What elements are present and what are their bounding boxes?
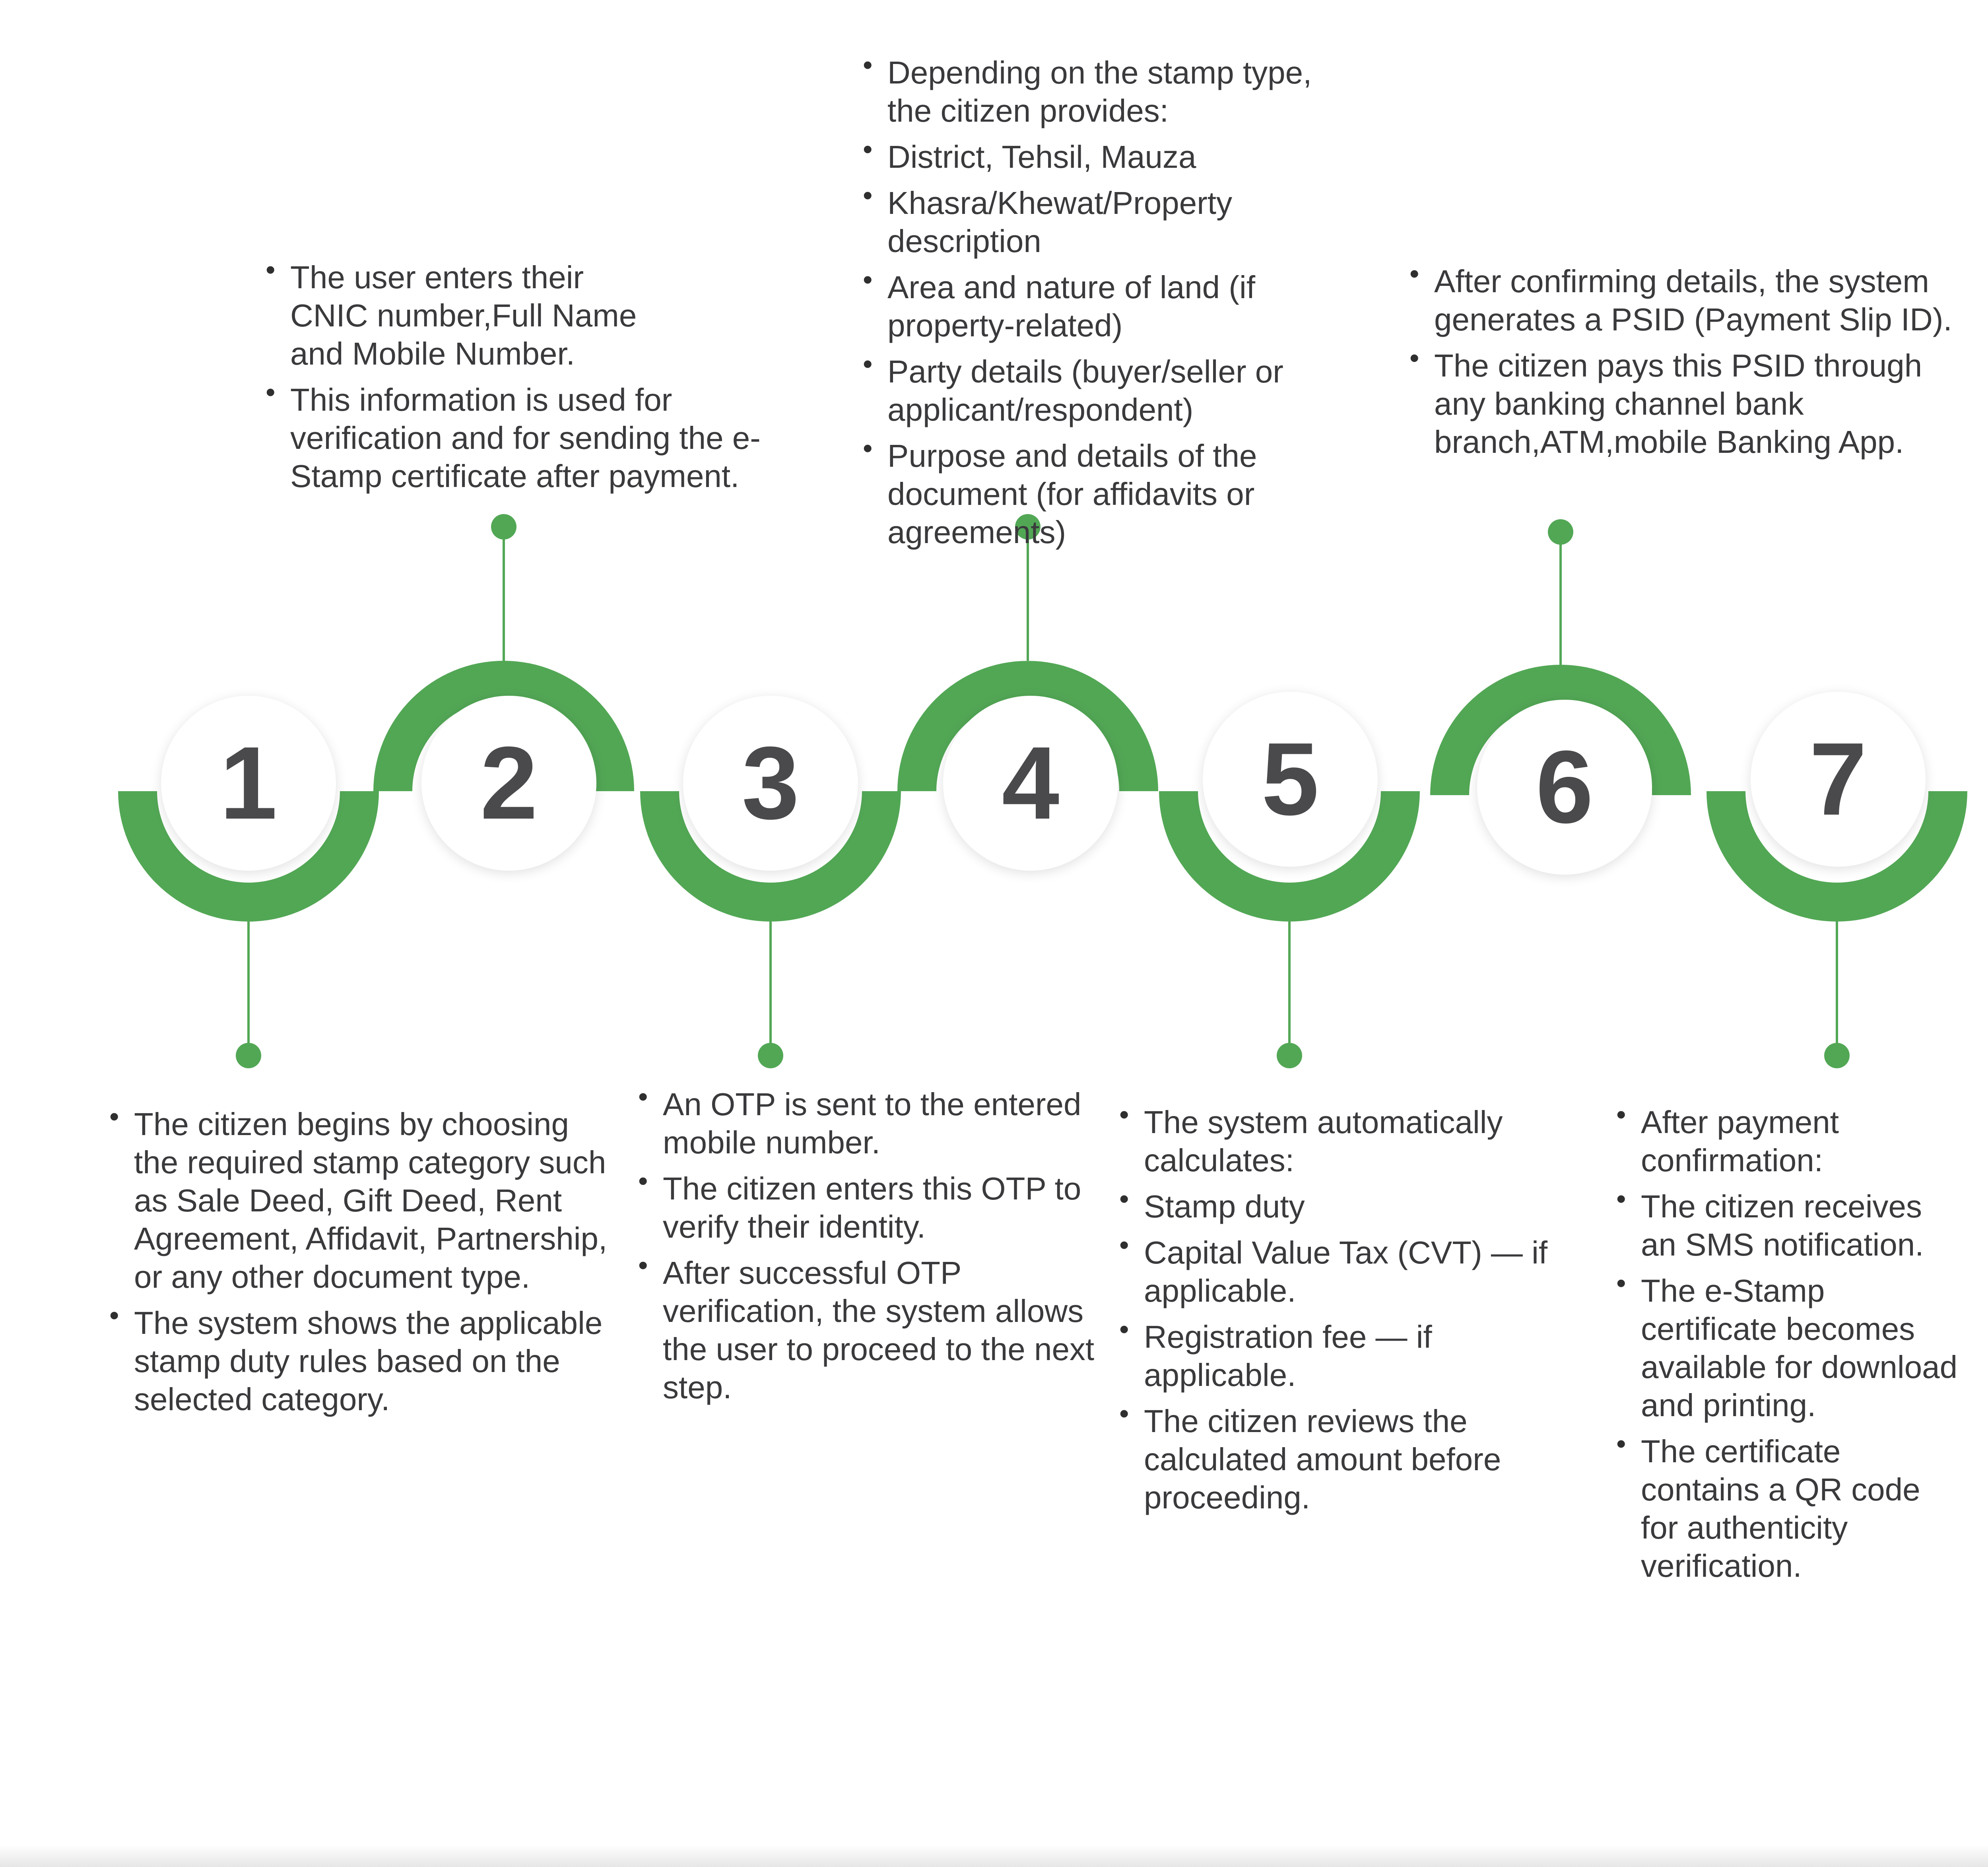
step-1-bullet: • The citizen begins by choosing the required stamp category such as Sale Deed, Gift Deed, Rent Agreement, Affidavit, Partnership, or any other document type. — [109, 1105, 618, 1296]
step-4-bullet: • Khasra/Khewat/Property description — [863, 184, 1356, 260]
step-7-dot — [1824, 1043, 1850, 1068]
step-6-bullet: • The citizen pays this PSID through any banking channel bank branch,ATM,mobile Banking App. — [1409, 347, 1974, 461]
step-7-bullet: • After payment confirmation: — [1616, 1103, 1966, 1180]
step-7-bullet: • The certificate contains a QR code for authenticity verification. — [1616, 1432, 1966, 1585]
step-1-circle — [161, 696, 336, 871]
step-1-text — [109, 1105, 618, 1426]
step-2-bullet: • This information is used for verification and for sending the e-Stamp certificate after payment. — [266, 381, 806, 495]
step-2-number: 2 — [480, 726, 538, 841]
step-6-dot — [1548, 519, 1573, 545]
step-7-bullet: • The e-Stamp certificate becomes available for download and printing. — [1616, 1272, 1966, 1425]
step-3-bullet: • After successful OTP verification, the system allows the user to proceed to the next step. — [638, 1254, 1099, 1407]
step-5-bullet: • Stamp duty — [1119, 1188, 1576, 1226]
step-3-bullet: • The citizen enters this OTP to verify their identity. — [638, 1170, 1099, 1246]
step-3-dot — [758, 1043, 783, 1068]
step-5-bullet: • The system automatically calculates: — [1119, 1103, 1576, 1180]
step-5-circle — [1203, 692, 1378, 867]
step-1-dot — [236, 1043, 261, 1068]
step-3-text — [638, 1085, 1099, 1415]
step-5-bullet: • Capital Value Tax (CVT) — if applicable. — [1119, 1234, 1576, 1310]
step-7-bullet: • The citizen receives an SMS notification. — [1616, 1188, 1966, 1264]
step-7-number: 7 — [1809, 722, 1867, 837]
step-4-circle — [943, 696, 1118, 871]
step-4-bullet: • District, Tehsil, Mauza — [863, 138, 1356, 176]
step-5-text — [1119, 1103, 1576, 1525]
step-3-bullet: • An OTP is sent to the entered mobile number. — [638, 1085, 1099, 1162]
step-6-bullet: • After confirming details, the system generates a PSID (Payment Slip ID). — [1409, 262, 1974, 339]
step-5-bullet: • The citizen reviews the calculated amount before proceeding. — [1119, 1402, 1576, 1517]
step-5-number: 5 — [1261, 722, 1319, 837]
step-6-text — [1409, 262, 1974, 469]
step-4-bullet: • Area and nature of land (if property-related) — [863, 268, 1356, 345]
step-2-dot — [491, 514, 516, 540]
step-6-circle — [1477, 700, 1652, 875]
step-1-bullet: • The system shows the applicable stamp duty rules based on the selected category. — [109, 1304, 618, 1419]
step-4-bullet: • Depending on the stamp type, the citizen provides: — [863, 54, 1356, 130]
step-3-number: 3 — [742, 726, 800, 841]
step-2-bullet: • The user enters their CNIC number,Full Name and Mobile Number. — [266, 258, 648, 373]
step-2-text — [266, 258, 806, 503]
step-5-dot — [1277, 1043, 1302, 1068]
step-7-text — [1616, 1103, 1966, 1593]
step-6-number: 6 — [1536, 730, 1594, 845]
step-4-number: 4 — [1002, 726, 1060, 841]
step-4-bullet: • Party details (buyer/seller or applicant/respondent) — [863, 353, 1356, 429]
step-4-bullet: • Purpose and details of the document (for affidavits or agreements) — [863, 437, 1356, 551]
step-1-number: 1 — [219, 726, 278, 841]
bottom-edge-shadow — [0, 1845, 1988, 1867]
step-7-circle — [1751, 692, 1926, 867]
step-4-text — [863, 54, 1356, 559]
step-3-circle — [683, 696, 858, 871]
step-5-bullet: • Registration fee — if applicable. — [1119, 1318, 1576, 1394]
step-2-circle — [421, 696, 596, 871]
